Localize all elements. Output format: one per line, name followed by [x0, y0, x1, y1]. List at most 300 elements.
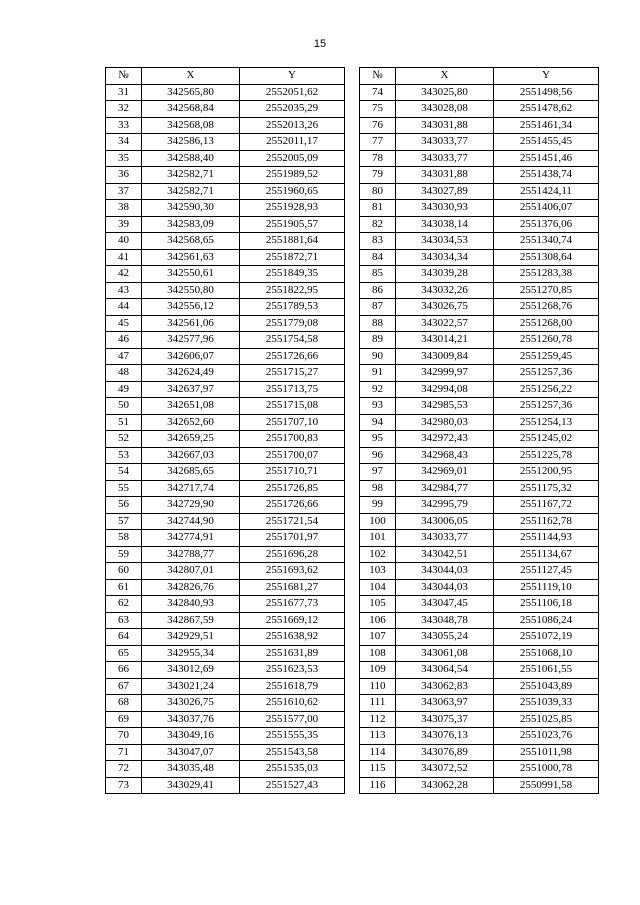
x-value-right: 342995,79	[396, 497, 494, 514]
point-number-right: 74	[360, 84, 396, 101]
point-number-left: 43	[106, 282, 142, 299]
y-value-left: 2551881,64	[240, 233, 345, 250]
table-row	[106, 447, 599, 464]
point-number-left: 66	[106, 662, 142, 679]
x-value-right: 343062,28	[396, 777, 494, 794]
x-value-right: 342999,97	[396, 365, 494, 382]
y-value-left: 2551700,07	[240, 447, 345, 464]
table-row	[106, 282, 599, 299]
column-gap	[345, 101, 360, 118]
point-number-left: 46	[106, 332, 142, 349]
point-number-right: 80	[360, 183, 396, 200]
y-value-right: 2551498,56	[494, 84, 599, 101]
table-row	[106, 266, 599, 283]
table-row	[106, 299, 599, 316]
x-value-right: 343076,13	[396, 728, 494, 745]
y-value-left: 2551960,65	[240, 183, 345, 200]
point-number-left: 63	[106, 612, 142, 629]
y-value-left: 2551677,73	[240, 596, 345, 613]
point-number-left: 65	[106, 645, 142, 662]
y-value-right: 2551438,74	[494, 167, 599, 184]
x-value-left: 342565,80	[142, 84, 240, 101]
point-number-right: 75	[360, 101, 396, 118]
point-number-left: 56	[106, 497, 142, 514]
point-number-right: 94	[360, 414, 396, 431]
x-value-left: 342590,30	[142, 200, 240, 217]
point-number-right: 112	[360, 711, 396, 728]
column-gap	[345, 662, 360, 679]
table-row	[106, 464, 599, 481]
x-value-left: 343047,07	[142, 744, 240, 761]
x-value-left: 342550,80	[142, 282, 240, 299]
column-gap	[345, 579, 360, 596]
point-number-left: 37	[106, 183, 142, 200]
table-row	[106, 216, 599, 233]
x-value-right: 343034,53	[396, 233, 494, 250]
point-number-right: 91	[360, 365, 396, 382]
y-value-left: 2552011,17	[240, 134, 345, 151]
table-row	[106, 101, 599, 118]
table-row	[106, 777, 599, 794]
x-value-left: 342667,03	[142, 447, 240, 464]
x-value-right: 343028,08	[396, 101, 494, 118]
table-row	[106, 381, 599, 398]
y-value-right: 2551268,76	[494, 299, 599, 316]
y-value-right: 2551260,78	[494, 332, 599, 349]
point-number-right: 107	[360, 629, 396, 646]
point-number-left: 54	[106, 464, 142, 481]
table-row	[106, 497, 599, 514]
point-number-right: 92	[360, 381, 396, 398]
point-number-left: 41	[106, 249, 142, 266]
y-value-right: 2551119,10	[494, 579, 599, 596]
header-x-left: X	[142, 68, 240, 85]
x-value-right: 343042,51	[396, 546, 494, 563]
point-number-right: 102	[360, 546, 396, 563]
column-gap	[345, 315, 360, 332]
y-value-right: 2551039,33	[494, 695, 599, 712]
x-value-right: 343033,77	[396, 134, 494, 151]
x-value-left: 342652,60	[142, 414, 240, 431]
point-number-right: 109	[360, 662, 396, 679]
y-value-right: 2551011,98	[494, 744, 599, 761]
y-value-left: 2551754,58	[240, 332, 345, 349]
y-value-right: 2551257,36	[494, 365, 599, 382]
x-value-left: 342717,74	[142, 480, 240, 497]
x-value-right: 343006,05	[396, 513, 494, 530]
y-value-right: 2551162,78	[494, 513, 599, 530]
column-gap	[345, 365, 360, 382]
y-value-left: 2551789,53	[240, 299, 345, 316]
y-value-left: 2551555,35	[240, 728, 345, 745]
table-row	[106, 249, 599, 266]
point-number-right: 100	[360, 513, 396, 530]
x-value-right: 342994,08	[396, 381, 494, 398]
y-value-left: 2551713,75	[240, 381, 345, 398]
x-value-left: 342807,01	[142, 563, 240, 580]
x-value-right: 343062,83	[396, 678, 494, 695]
x-value-right: 342985,53	[396, 398, 494, 415]
column-gap	[345, 596, 360, 613]
table-row	[106, 579, 599, 596]
column-gap	[345, 117, 360, 134]
x-value-left: 342577,96	[142, 332, 240, 349]
column-gap	[345, 381, 360, 398]
point-number-right: 111	[360, 695, 396, 712]
column-gap	[345, 299, 360, 316]
y-value-left: 2551726,85	[240, 480, 345, 497]
column-gap	[345, 200, 360, 217]
point-number-right: 95	[360, 431, 396, 448]
x-value-right: 343014,21	[396, 332, 494, 349]
table-row	[106, 678, 599, 695]
table-row	[106, 711, 599, 728]
y-value-left: 2551543,58	[240, 744, 345, 761]
table-row	[106, 662, 599, 679]
column-gap	[345, 761, 360, 778]
x-value-left: 342568,84	[142, 101, 240, 118]
table-row	[106, 348, 599, 365]
table-row	[106, 332, 599, 349]
point-number-right: 115	[360, 761, 396, 778]
x-value-left: 342826,76	[142, 579, 240, 596]
point-number-right: 82	[360, 216, 396, 233]
x-value-left: 342729,90	[142, 497, 240, 514]
table-row	[106, 84, 599, 101]
y-value-left: 2551721,54	[240, 513, 345, 530]
y-value-left: 2551726,66	[240, 497, 345, 514]
y-value-right: 2551424,11	[494, 183, 599, 200]
y-value-left: 2551905,57	[240, 216, 345, 233]
y-value-left: 2551535,03	[240, 761, 345, 778]
point-number-left: 52	[106, 431, 142, 448]
point-number-right: 76	[360, 117, 396, 134]
header-number-left: №	[106, 68, 142, 85]
x-value-left: 342583,09	[142, 216, 240, 233]
point-number-left: 57	[106, 513, 142, 530]
point-number-left: 62	[106, 596, 142, 613]
y-value-left: 2551849,35	[240, 266, 345, 283]
column-gap	[345, 216, 360, 233]
y-value-left: 2552051,62	[240, 84, 345, 101]
point-number-right: 84	[360, 249, 396, 266]
point-number-right: 88	[360, 315, 396, 332]
point-number-left: 70	[106, 728, 142, 745]
point-number-right: 104	[360, 579, 396, 596]
table-row	[106, 695, 599, 712]
x-value-left: 342929,51	[142, 629, 240, 646]
point-number-left: 55	[106, 480, 142, 497]
x-value-left: 342568,08	[142, 117, 240, 134]
x-value-right: 343031,88	[396, 167, 494, 184]
y-value-left: 2551822,95	[240, 282, 345, 299]
column-gap	[345, 348, 360, 365]
x-value-right: 343027,89	[396, 183, 494, 200]
y-value-right: 2551061,55	[494, 662, 599, 679]
x-value-right: 343026,75	[396, 299, 494, 316]
point-number-right: 110	[360, 678, 396, 695]
x-value-left: 343037,76	[142, 711, 240, 728]
table-row	[106, 431, 599, 448]
table-row	[106, 398, 599, 415]
x-value-left: 342588,40	[142, 150, 240, 167]
x-value-left: 342568,65	[142, 233, 240, 250]
y-value-right: 2551268,00	[494, 315, 599, 332]
column-gap	[345, 678, 360, 695]
y-value-right: 2551455,45	[494, 134, 599, 151]
y-value-right: 2551072,19	[494, 629, 599, 646]
point-number-right: 93	[360, 398, 396, 415]
column-gap	[345, 282, 360, 299]
y-value-left: 2551623,53	[240, 662, 345, 679]
x-value-left: 343026,75	[142, 695, 240, 712]
point-number-right: 98	[360, 480, 396, 497]
point-number-left: 53	[106, 447, 142, 464]
header-y-left: Y	[240, 68, 345, 85]
column-gap	[345, 711, 360, 728]
point-number-left: 71	[106, 744, 142, 761]
x-value-left: 342582,71	[142, 167, 240, 184]
table-row	[106, 134, 599, 151]
column-gap	[345, 414, 360, 431]
x-value-left: 342637,97	[142, 381, 240, 398]
y-value-right: 2551461,34	[494, 117, 599, 134]
column-gap	[345, 612, 360, 629]
x-value-right: 343061,08	[396, 645, 494, 662]
point-number-right: 116	[360, 777, 396, 794]
point-number-right: 108	[360, 645, 396, 662]
x-value-left: 343049,16	[142, 728, 240, 745]
point-number-left: 34	[106, 134, 142, 151]
point-number-right: 90	[360, 348, 396, 365]
x-value-right: 343075,37	[396, 711, 494, 728]
y-value-right: 2551376,06	[494, 216, 599, 233]
x-value-left: 342586,13	[142, 134, 240, 151]
x-value-right: 342984,77	[396, 480, 494, 497]
column-gap	[345, 183, 360, 200]
point-number-right: 113	[360, 728, 396, 745]
y-value-right: 2551068,10	[494, 645, 599, 662]
point-number-right: 85	[360, 266, 396, 283]
column-gap	[345, 629, 360, 646]
column-gap	[345, 530, 360, 547]
table-row	[106, 117, 599, 134]
x-value-right: 343047,45	[396, 596, 494, 613]
y-value-right: 2551245,02	[494, 431, 599, 448]
x-value-right: 343022,57	[396, 315, 494, 332]
y-value-left: 2551618,79	[240, 678, 345, 695]
x-value-right: 343044,03	[396, 579, 494, 596]
coordinates-table	[105, 67, 599, 794]
y-value-left: 2551710,71	[240, 464, 345, 481]
table-row	[106, 612, 599, 629]
y-value-right: 2551043,89	[494, 678, 599, 695]
column-gap	[345, 744, 360, 761]
header-y-right: Y	[494, 68, 599, 85]
point-number-left: 44	[106, 299, 142, 316]
y-value-right: 2551257,36	[494, 398, 599, 415]
table-row	[106, 513, 599, 530]
y-value-right: 2551106,18	[494, 596, 599, 613]
y-value-left: 2551577,00	[240, 711, 345, 728]
point-number-left: 59	[106, 546, 142, 563]
x-value-right: 343039,28	[396, 266, 494, 283]
table-row	[106, 546, 599, 563]
column-gap	[345, 249, 360, 266]
y-value-left: 2551989,52	[240, 167, 345, 184]
point-number-right: 89	[360, 332, 396, 349]
column-gap	[345, 150, 360, 167]
x-value-right: 343072,52	[396, 761, 494, 778]
y-value-left: 2551610,62	[240, 695, 345, 712]
x-value-right: 343044,03	[396, 563, 494, 580]
point-number-right: 96	[360, 447, 396, 464]
x-value-left: 342561,63	[142, 249, 240, 266]
point-number-right: 79	[360, 167, 396, 184]
y-value-right: 2551259,45	[494, 348, 599, 365]
y-value-left: 2552005,09	[240, 150, 345, 167]
point-number-right: 87	[360, 299, 396, 316]
point-number-left: 67	[106, 678, 142, 695]
point-number-left: 60	[106, 563, 142, 580]
table-row	[106, 744, 599, 761]
point-number-right: 101	[360, 530, 396, 547]
x-value-left: 343029,41	[142, 777, 240, 794]
table-body	[106, 84, 599, 794]
table-row	[106, 167, 599, 184]
x-value-right: 343030,93	[396, 200, 494, 217]
x-value-right: 343032,26	[396, 282, 494, 299]
column-gap	[345, 464, 360, 481]
x-value-right: 343055,24	[396, 629, 494, 646]
x-value-left: 342955,34	[142, 645, 240, 662]
point-number-left: 32	[106, 101, 142, 118]
y-value-right: 2551175,32	[494, 480, 599, 497]
x-value-right: 343009,84	[396, 348, 494, 365]
point-number-left: 68	[106, 695, 142, 712]
y-value-left: 2551669,12	[240, 612, 345, 629]
point-number-left: 40	[106, 233, 142, 250]
x-value-left: 343035,48	[142, 761, 240, 778]
y-value-left: 2551693,62	[240, 563, 345, 580]
y-value-left: 2551779,08	[240, 315, 345, 332]
y-value-right: 2551478,62	[494, 101, 599, 118]
y-value-left: 2551715,08	[240, 398, 345, 415]
x-value-right: 342969,01	[396, 464, 494, 481]
point-number-left: 64	[106, 629, 142, 646]
point-number-left: 51	[106, 414, 142, 431]
y-value-right: 2550991,58	[494, 777, 599, 794]
y-value-right: 2551254,13	[494, 414, 599, 431]
point-number-right: 99	[360, 497, 396, 514]
y-value-right: 2551200,95	[494, 464, 599, 481]
table-row	[106, 530, 599, 547]
y-value-right: 2551308,64	[494, 249, 599, 266]
point-number-right: 106	[360, 612, 396, 629]
y-value-left: 2552035,29	[240, 101, 345, 118]
x-value-left: 342651,08	[142, 398, 240, 415]
y-value-left: 2551928,93	[240, 200, 345, 217]
x-value-left: 342561,06	[142, 315, 240, 332]
y-value-right: 2551127,45	[494, 563, 599, 580]
x-value-left: 342582,71	[142, 183, 240, 200]
column-gap	[345, 266, 360, 283]
column-gap	[345, 695, 360, 712]
y-value-left: 2551707,10	[240, 414, 345, 431]
x-value-left: 343012,69	[142, 662, 240, 679]
column-gap	[345, 68, 360, 85]
point-number-left: 36	[106, 167, 142, 184]
point-number-right: 114	[360, 744, 396, 761]
x-value-right: 343031,88	[396, 117, 494, 134]
x-value-right: 343038,14	[396, 216, 494, 233]
point-number-left: 35	[106, 150, 142, 167]
y-value-right: 2551134,67	[494, 546, 599, 563]
column-gap	[345, 398, 360, 415]
table-row	[106, 365, 599, 382]
column-gap	[345, 134, 360, 151]
header-number-right: №	[360, 68, 396, 85]
point-number-left: 73	[106, 777, 142, 794]
point-number-left: 48	[106, 365, 142, 382]
point-number-right: 83	[360, 233, 396, 250]
x-value-right: 342980,03	[396, 414, 494, 431]
point-number-left: 45	[106, 315, 142, 332]
column-gap	[345, 84, 360, 101]
y-value-right: 2551144,93	[494, 530, 599, 547]
point-number-right: 97	[360, 464, 396, 481]
point-number-left: 31	[106, 84, 142, 101]
column-gap	[345, 728, 360, 745]
point-number-left: 72	[106, 761, 142, 778]
point-number-left: 61	[106, 579, 142, 596]
table-row	[106, 645, 599, 662]
column-gap	[345, 563, 360, 580]
x-value-right: 343033,77	[396, 530, 494, 547]
point-number-right: 105	[360, 596, 396, 613]
y-value-right: 2551451,46	[494, 150, 599, 167]
point-number-right: 78	[360, 150, 396, 167]
table-row	[106, 596, 599, 613]
y-value-right: 2551340,74	[494, 233, 599, 250]
column-gap	[345, 431, 360, 448]
x-value-left: 342685,65	[142, 464, 240, 481]
y-value-left: 2551872,71	[240, 249, 345, 266]
column-gap	[345, 645, 360, 662]
y-value-right: 2551283,38	[494, 266, 599, 283]
x-value-left: 342550,61	[142, 266, 240, 283]
point-number-left: 47	[106, 348, 142, 365]
table-row	[106, 480, 599, 497]
x-value-left: 342606,07	[142, 348, 240, 365]
table-row	[106, 150, 599, 167]
page-number: 15	[313, 38, 327, 50]
point-number-left: 58	[106, 530, 142, 547]
table-row	[106, 728, 599, 745]
y-value-left: 2551696,28	[240, 546, 345, 563]
column-gap	[345, 513, 360, 530]
column-gap	[345, 546, 360, 563]
x-value-right: 342968,43	[396, 447, 494, 464]
point-number-right: 77	[360, 134, 396, 151]
x-value-right: 343063,97	[396, 695, 494, 712]
x-value-left: 342788,77	[142, 546, 240, 563]
y-value-right: 2551406,07	[494, 200, 599, 217]
x-value-left: 342774,91	[142, 530, 240, 547]
y-value-left: 2552013,26	[240, 117, 345, 134]
x-value-left: 342744,90	[142, 513, 240, 530]
y-value-right: 2551256,22	[494, 381, 599, 398]
